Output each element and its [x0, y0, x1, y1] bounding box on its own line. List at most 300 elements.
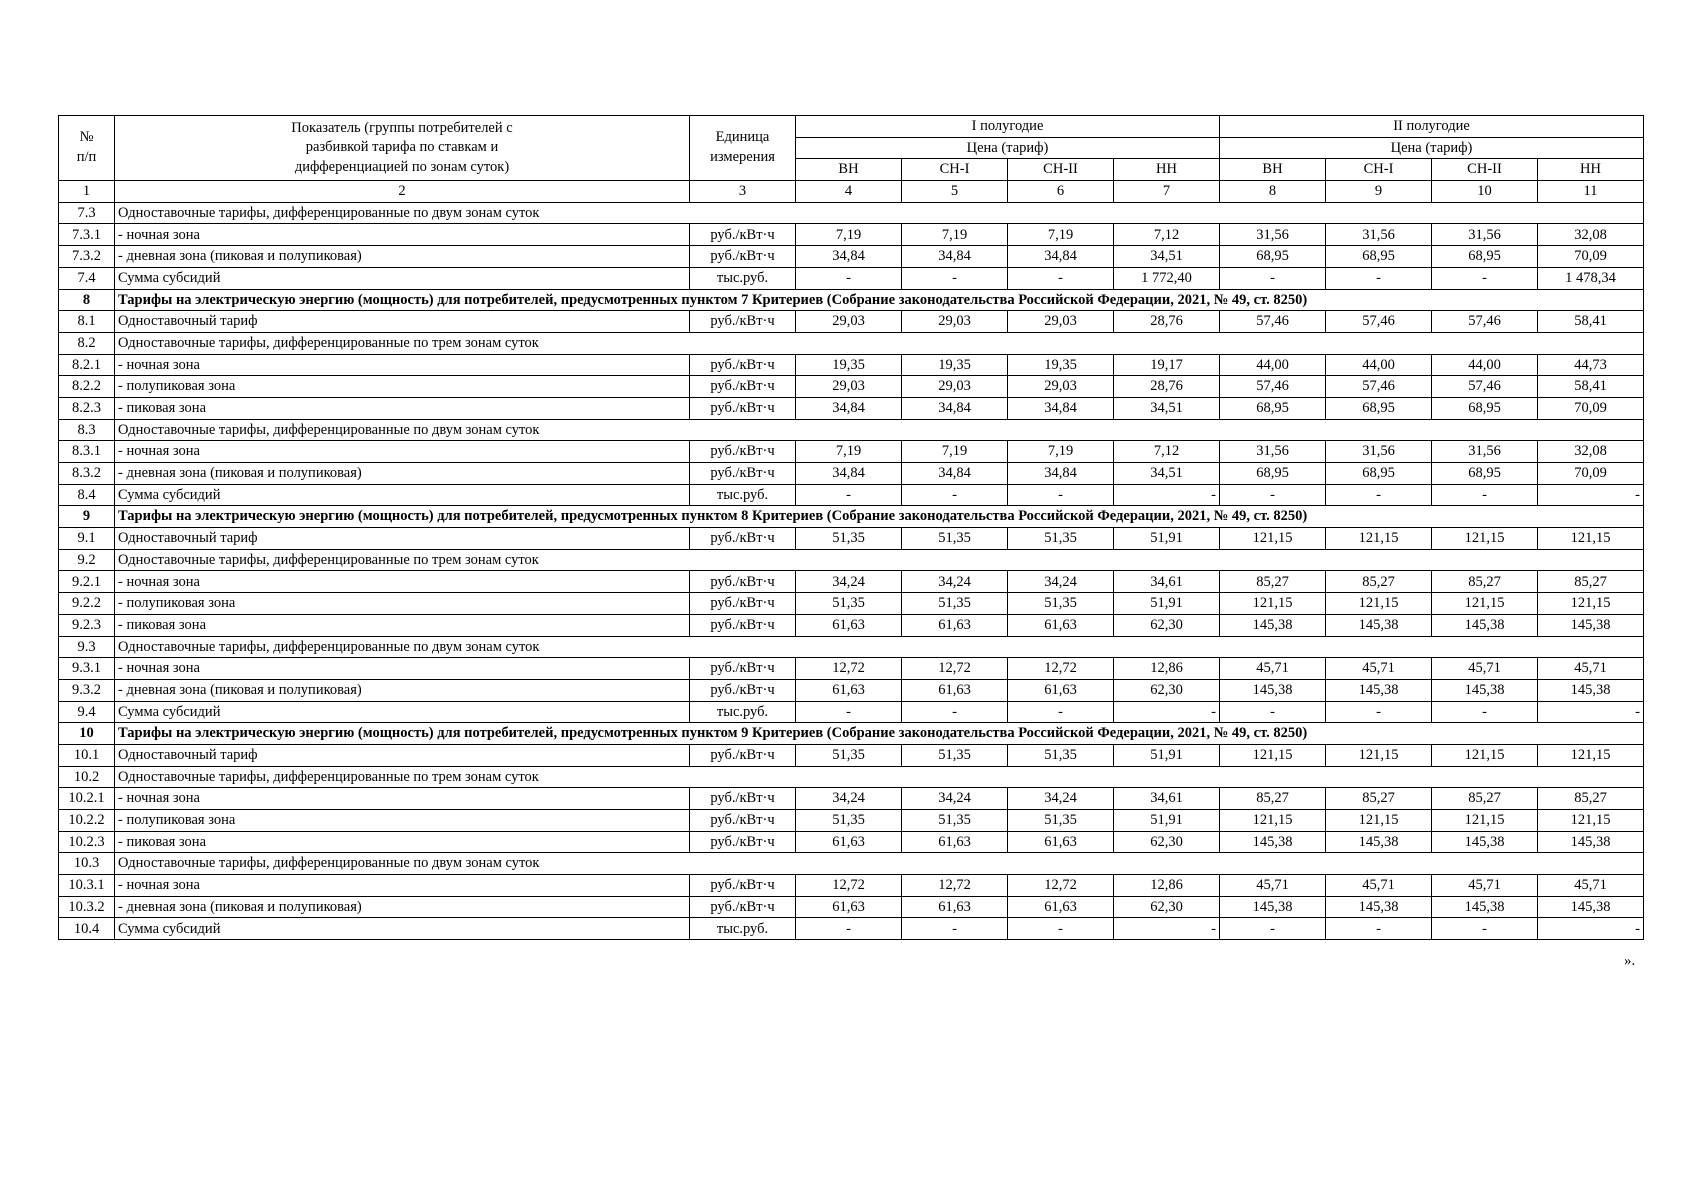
row-value: 34,24 — [902, 788, 1008, 810]
row-number: 9.2.2 — [59, 593, 115, 615]
row-value: 57,46 — [1326, 311, 1432, 333]
table-row — [59, 484, 1644, 506]
table-row — [59, 376, 1644, 398]
group-title: Одноставочные тарифы, дифференцированные по двум зонам суток — [115, 853, 1644, 875]
row-value: 51,35 — [796, 593, 902, 615]
row-value: 51,35 — [796, 528, 902, 550]
row-value: 12,72 — [796, 658, 902, 680]
row-value: - — [1114, 918, 1220, 940]
row-value: 51,91 — [1114, 810, 1220, 832]
row-value: - — [1220, 701, 1326, 723]
table-row — [59, 875, 1644, 897]
table-row — [59, 441, 1644, 463]
row-value: 44,73 — [1538, 354, 1644, 376]
row-number: 8.2.2 — [59, 376, 115, 398]
row-value: - — [1326, 484, 1432, 506]
row-value: 68,95 — [1326, 463, 1432, 485]
row-value: 29,03 — [796, 311, 902, 333]
row-value: - — [796, 484, 902, 506]
row-value: 62,30 — [1114, 896, 1220, 918]
row-indicator: - ночная зона — [115, 788, 690, 810]
row-value: 68,95 — [1326, 246, 1432, 268]
row-indicator: Одноставочный тариф — [115, 528, 690, 550]
column-number: 10 — [1432, 181, 1538, 203]
row-unit: руб./кВт·ч — [690, 397, 796, 419]
row-unit: тыс.руб. — [690, 267, 796, 289]
row-value: - — [1432, 918, 1538, 940]
column-number: 5 — [902, 181, 1008, 203]
row-number: 8.4 — [59, 484, 115, 506]
row-number: 8.3 — [59, 419, 115, 441]
row-value: - — [1008, 701, 1114, 723]
row-value: - — [796, 918, 902, 940]
row-value: 145,38 — [1538, 614, 1644, 636]
row-value: 34,84 — [902, 246, 1008, 268]
row-indicator: - дневная зона (пиковая и полупиковая) — [115, 463, 690, 485]
row-value: 145,38 — [1432, 614, 1538, 636]
row-value: - — [902, 918, 1008, 940]
row-number: 8.3.2 — [59, 463, 115, 485]
row-value: 44,00 — [1220, 354, 1326, 376]
row-value: 61,63 — [796, 614, 902, 636]
row-value: 61,63 — [1008, 831, 1114, 853]
row-unit: тыс.руб. — [690, 484, 796, 506]
row-value: 68,95 — [1326, 397, 1432, 419]
row-indicator: - полупиковая зона — [115, 593, 690, 615]
row-indicator: Сумма субсидий — [115, 701, 690, 723]
row-number: 9.3 — [59, 636, 115, 658]
row-value: 145,38 — [1432, 896, 1538, 918]
row-value: 85,27 — [1326, 788, 1432, 810]
row-indicator: Одноставочный тариф — [115, 744, 690, 766]
row-value: 61,63 — [1008, 679, 1114, 701]
column-number: 6 — [1008, 181, 1114, 203]
row-number: 8.2.1 — [59, 354, 115, 376]
row-unit: руб./кВт·ч — [690, 744, 796, 766]
row-value: 32,08 — [1538, 224, 1644, 246]
row-value: 28,76 — [1114, 311, 1220, 333]
row-value: 121,15 — [1432, 593, 1538, 615]
row-value: 34,24 — [902, 571, 1008, 593]
row-unit: руб./кВт·ч — [690, 679, 796, 701]
row-number: 9 — [59, 506, 115, 528]
row-value: 70,09 — [1538, 463, 1644, 485]
row-value: 1 478,34 — [1538, 267, 1644, 289]
row-value: 85,27 — [1220, 788, 1326, 810]
row-indicator: Сумма субсидий — [115, 918, 690, 940]
row-unit: руб./кВт·ч — [690, 528, 796, 550]
row-value: 29,03 — [902, 376, 1008, 398]
section-title: Тарифы на электрическую энергию (мощность) для потребителей, предусмотренных пунктом 8 Критериев (Собрание законодательства Российской Федерации, 2021, № 49, ст. 8250) — [115, 506, 1644, 528]
row-value: 145,38 — [1432, 831, 1538, 853]
header-indicator: Показатель (группы потребителей с разбивкой тарифа по ставкам и дифференциацией по зонам суток) — [115, 116, 690, 181]
group-title: Одноставочные тарифы, дифференцированные по двум зонам суток — [115, 419, 1644, 441]
row-value: - — [796, 701, 902, 723]
row-value: 12,72 — [1008, 658, 1114, 680]
row-value: - — [1326, 701, 1432, 723]
row-value: 121,15 — [1432, 744, 1538, 766]
row-value: 51,35 — [1008, 528, 1114, 550]
section-row — [59, 289, 1644, 311]
row-value: 45,71 — [1326, 658, 1432, 680]
row-value: 19,35 — [1008, 354, 1114, 376]
row-value: 145,38 — [1326, 679, 1432, 701]
group-title: Одноставочные тарифы, дифференцированные по трем зонам суток — [115, 332, 1644, 354]
group-title: Одноставочные тарифы, дифференцированные по двум зонам суток — [115, 636, 1644, 658]
row-indicator: - ночная зона — [115, 354, 690, 376]
table-row — [59, 788, 1644, 810]
table-row — [59, 354, 1644, 376]
row-value: 51,35 — [796, 810, 902, 832]
row-value: 12,72 — [902, 875, 1008, 897]
row-value: 51,91 — [1114, 528, 1220, 550]
row-value: 85,27 — [1220, 571, 1326, 593]
row-value: 68,95 — [1432, 397, 1538, 419]
table-row — [59, 744, 1644, 766]
row-number: 9.1 — [59, 528, 115, 550]
row-value: 61,63 — [1008, 896, 1114, 918]
row-value: - — [1008, 484, 1114, 506]
row-value: 19,17 — [1114, 354, 1220, 376]
row-value: 121,15 — [1538, 593, 1644, 615]
column-number: 3 — [690, 181, 796, 203]
row-number: 9.3.2 — [59, 679, 115, 701]
row-number: 8 — [59, 289, 115, 311]
row-value: 68,95 — [1220, 463, 1326, 485]
row-number: 10.2.1 — [59, 788, 115, 810]
row-value: 145,38 — [1326, 831, 1432, 853]
row-number: 7.3 — [59, 202, 115, 224]
row-value: 45,71 — [1220, 875, 1326, 897]
row-indicator: - ночная зона — [115, 875, 690, 897]
row-unit: руб./кВт·ч — [690, 658, 796, 680]
group-row — [59, 549, 1644, 571]
row-value: 61,63 — [902, 679, 1008, 701]
table-row — [59, 224, 1644, 246]
row-value: 57,46 — [1432, 376, 1538, 398]
row-indicator: Одноставочный тариф — [115, 311, 690, 333]
row-unit: руб./кВт·ч — [690, 614, 796, 636]
row-value: 45,71 — [1220, 658, 1326, 680]
group-row — [59, 853, 1644, 875]
table-row — [59, 918, 1644, 940]
row-value: 29,03 — [796, 376, 902, 398]
row-value: 58,41 — [1538, 311, 1644, 333]
row-indicator: - дневная зона (пиковая и полупиковая) — [115, 679, 690, 701]
table-row — [59, 810, 1644, 832]
row-number: 9.2 — [59, 549, 115, 571]
row-value: 145,38 — [1220, 614, 1326, 636]
row-value: 45,71 — [1326, 875, 1432, 897]
row-value: 34,24 — [1008, 571, 1114, 593]
header-level: ВН — [796, 159, 902, 181]
row-value: 7,19 — [902, 224, 1008, 246]
row-indicator: - ночная зона — [115, 658, 690, 680]
row-value: 45,71 — [1538, 658, 1644, 680]
group-row — [59, 202, 1644, 224]
row-value: 45,71 — [1432, 875, 1538, 897]
row-value: - — [1220, 267, 1326, 289]
row-value: 70,09 — [1538, 397, 1644, 419]
group-title: Одноставочные тарифы, дифференцированные по двум зонам суток — [115, 202, 1644, 224]
row-value: 145,38 — [1326, 614, 1432, 636]
row-value: 31,56 — [1220, 441, 1326, 463]
row-value: 7,12 — [1114, 224, 1220, 246]
row-value: - — [1538, 484, 1644, 506]
row-value: 1 772,40 — [1114, 267, 1220, 289]
row-value: 121,15 — [1326, 593, 1432, 615]
row-value: - — [902, 484, 1008, 506]
row-value: - — [1114, 484, 1220, 506]
table-row — [59, 397, 1644, 419]
row-value: - — [1432, 484, 1538, 506]
row-value: 70,09 — [1538, 246, 1644, 268]
header-level: НН — [1538, 159, 1644, 181]
row-value: 121,15 — [1326, 744, 1432, 766]
row-value: 12,72 — [1008, 875, 1114, 897]
row-value: 34,84 — [902, 463, 1008, 485]
table-header — [59, 116, 1644, 203]
section-title: Тарифы на электрическую энергию (мощность) для потребителей, предусмотренных пунктом 7 Критериев (Собрание законодательства Российской Федерации, 2021, № 49, ст. 8250) — [115, 289, 1644, 311]
header-level: ВН — [1220, 159, 1326, 181]
row-value: - — [796, 267, 902, 289]
table-row — [59, 701, 1644, 723]
group-row — [59, 766, 1644, 788]
row-unit: руб./кВт·ч — [690, 810, 796, 832]
row-value: 34,84 — [1008, 246, 1114, 268]
row-value: 51,35 — [902, 593, 1008, 615]
row-value: 61,63 — [1008, 614, 1114, 636]
group-row — [59, 332, 1644, 354]
row-value: 29,03 — [1008, 376, 1114, 398]
row-unit: тыс.руб. — [690, 701, 796, 723]
row-value: 34,51 — [1114, 397, 1220, 419]
header-unit: Единица измерения — [690, 116, 796, 181]
row-value: 121,15 — [1538, 528, 1644, 550]
row-value: 145,38 — [1538, 896, 1644, 918]
table-row — [59, 267, 1644, 289]
row-unit: руб./кВт·ч — [690, 463, 796, 485]
row-value: 34,24 — [796, 788, 902, 810]
row-number: 10.3.2 — [59, 896, 115, 918]
row-value: 121,15 — [1326, 810, 1432, 832]
header-half-2: II полугодие — [1220, 116, 1644, 138]
row-value: - — [1008, 267, 1114, 289]
row-value: 34,24 — [1008, 788, 1114, 810]
row-number: 9.3.1 — [59, 658, 115, 680]
section-title: Тарифы на электрическую энергию (мощность) для потребителей, предусмотренных пунктом 9 Критериев (Собрание законодательства Российской Федерации, 2021, № 49, ст. 8250) — [115, 723, 1644, 745]
row-value: 61,63 — [796, 679, 902, 701]
table-row — [59, 528, 1644, 550]
row-unit: руб./кВт·ч — [690, 224, 796, 246]
row-value: 85,27 — [1538, 571, 1644, 593]
row-number: 8.2 — [59, 332, 115, 354]
row-value: 145,38 — [1220, 896, 1326, 918]
row-value: 7,19 — [902, 441, 1008, 463]
closing-quote-mark: ». — [1624, 953, 1636, 969]
row-value: 68,95 — [1432, 246, 1538, 268]
row-value: 44,00 — [1432, 354, 1538, 376]
row-value: 31,56 — [1326, 224, 1432, 246]
row-value: 34,61 — [1114, 788, 1220, 810]
row-value: 12,72 — [902, 658, 1008, 680]
row-value: 34,84 — [1008, 463, 1114, 485]
row-value: 29,03 — [902, 311, 1008, 333]
tariff-table — [58, 115, 1644, 940]
row-value: 31,56 — [1432, 441, 1538, 463]
header-level: СН-II — [1432, 159, 1538, 181]
section-row — [59, 506, 1644, 528]
row-value: 58,41 — [1538, 376, 1644, 398]
row-indicator: - полупиковая зона — [115, 810, 690, 832]
row-value: 51,35 — [902, 744, 1008, 766]
row-value: - — [1326, 267, 1432, 289]
row-number: 10.1 — [59, 744, 115, 766]
row-value: - — [1220, 918, 1326, 940]
row-value: - — [1220, 484, 1326, 506]
row-number: 8.1 — [59, 311, 115, 333]
row-value: 34,61 — [1114, 571, 1220, 593]
row-indicator: - пиковая зона — [115, 397, 690, 419]
header-price-1: Цена (тариф) — [796, 137, 1220, 159]
row-value: 7,19 — [1008, 224, 1114, 246]
row-value: 45,71 — [1538, 875, 1644, 897]
row-value: 57,46 — [1220, 376, 1326, 398]
row-value: 85,27 — [1432, 571, 1538, 593]
row-number: 9.4 — [59, 701, 115, 723]
row-indicator: - ночная зона — [115, 224, 690, 246]
row-value: 51,35 — [1008, 593, 1114, 615]
row-value: 51,91 — [1114, 744, 1220, 766]
table-row — [59, 658, 1644, 680]
table-row — [59, 571, 1644, 593]
row-value: 28,76 — [1114, 376, 1220, 398]
row-value: 145,38 — [1538, 831, 1644, 853]
row-unit: руб./кВт·ч — [690, 896, 796, 918]
row-number: 10.4 — [59, 918, 115, 940]
column-number: 1 — [59, 181, 115, 203]
row-value: - — [1114, 701, 1220, 723]
group-title: Одноставочные тарифы, дифференцированные по трем зонам суток — [115, 766, 1644, 788]
row-value: 12,86 — [1114, 658, 1220, 680]
row-value: - — [902, 267, 1008, 289]
row-value: 68,95 — [1220, 246, 1326, 268]
column-number: 11 — [1538, 181, 1644, 203]
row-value: 32,08 — [1538, 441, 1644, 463]
row-unit: руб./кВт·ч — [690, 441, 796, 463]
row-indicator: - пиковая зона — [115, 614, 690, 636]
row-value: 51,35 — [1008, 810, 1114, 832]
table-row — [59, 593, 1644, 615]
row-value: 121,15 — [1220, 528, 1326, 550]
group-title: Одноставочные тарифы, дифференцированные по трем зонам суток — [115, 549, 1644, 571]
row-value: 61,63 — [796, 896, 902, 918]
header-price-2: Цена (тариф) — [1220, 137, 1644, 159]
row-indicator: - дневная зона (пиковая и полупиковая) — [115, 896, 690, 918]
row-unit: руб./кВт·ч — [690, 571, 796, 593]
row-value: - — [902, 701, 1008, 723]
header-level: СН-II — [1008, 159, 1114, 181]
header-level: НН — [1114, 159, 1220, 181]
row-value: 57,46 — [1432, 311, 1538, 333]
row-value: 57,46 — [1326, 376, 1432, 398]
row-indicator: - дневная зона (пиковая и полупиковая) — [115, 246, 690, 268]
row-number: 8.2.3 — [59, 397, 115, 419]
row-value: 61,63 — [796, 831, 902, 853]
table-row — [59, 831, 1644, 853]
row-value: 145,38 — [1538, 679, 1644, 701]
row-value: 51,35 — [902, 810, 1008, 832]
row-value: 121,15 — [1538, 810, 1644, 832]
row-value: 31,56 — [1432, 224, 1538, 246]
row-value: 121,15 — [1538, 744, 1644, 766]
table-row — [59, 246, 1644, 268]
column-number: 7 — [1114, 181, 1220, 203]
row-indicator: - ночная зона — [115, 441, 690, 463]
row-value: 7,19 — [1008, 441, 1114, 463]
row-unit: тыс.руб. — [690, 918, 796, 940]
row-unit: руб./кВт·ч — [690, 875, 796, 897]
row-value: 85,27 — [1432, 788, 1538, 810]
row-value: 61,63 — [902, 896, 1008, 918]
row-value: 62,30 — [1114, 831, 1220, 853]
row-number: 10 — [59, 723, 115, 745]
row-value: 12,86 — [1114, 875, 1220, 897]
group-row — [59, 419, 1644, 441]
row-value: 34,84 — [796, 246, 902, 268]
row-value: 51,35 — [1008, 744, 1114, 766]
table-row — [59, 679, 1644, 701]
row-value: 51,35 — [796, 744, 902, 766]
row-value: 44,00 — [1326, 354, 1432, 376]
column-number: 9 — [1326, 181, 1432, 203]
row-value: 45,71 — [1432, 658, 1538, 680]
row-number: 10.2 — [59, 766, 115, 788]
row-value: 121,15 — [1432, 528, 1538, 550]
row-value: - — [1538, 918, 1644, 940]
row-number: 10.2.2 — [59, 810, 115, 832]
row-value: 85,27 — [1326, 571, 1432, 593]
row-value: 7,12 — [1114, 441, 1220, 463]
row-indicator: - полупиковая зона — [115, 376, 690, 398]
row-indicator: - пиковая зона — [115, 831, 690, 853]
column-number: 8 — [1220, 181, 1326, 203]
row-value: 68,95 — [1220, 397, 1326, 419]
row-number: 9.2.3 — [59, 614, 115, 636]
row-value: 145,38 — [1220, 831, 1326, 853]
section-row — [59, 723, 1644, 745]
row-value: 34,51 — [1114, 463, 1220, 485]
row-value: 7,19 — [796, 441, 902, 463]
row-value: - — [1326, 918, 1432, 940]
row-value: 34,84 — [1008, 397, 1114, 419]
row-value: 121,15 — [1326, 528, 1432, 550]
row-value: 31,56 — [1220, 224, 1326, 246]
row-unit: руб./кВт·ч — [690, 376, 796, 398]
row-value: 12,72 — [796, 875, 902, 897]
row-value: 121,15 — [1220, 810, 1326, 832]
row-unit: руб./кВт·ч — [690, 788, 796, 810]
row-value: 34,84 — [796, 463, 902, 485]
row-number: 10.3.1 — [59, 875, 115, 897]
row-unit: руб./кВт·ч — [690, 311, 796, 333]
row-value: 145,38 — [1220, 679, 1326, 701]
row-value: 7,19 — [796, 224, 902, 246]
row-value: 61,63 — [902, 614, 1008, 636]
row-number: 7.3.1 — [59, 224, 115, 246]
row-number: 10.2.3 — [59, 831, 115, 853]
row-number: 8.3.1 — [59, 441, 115, 463]
